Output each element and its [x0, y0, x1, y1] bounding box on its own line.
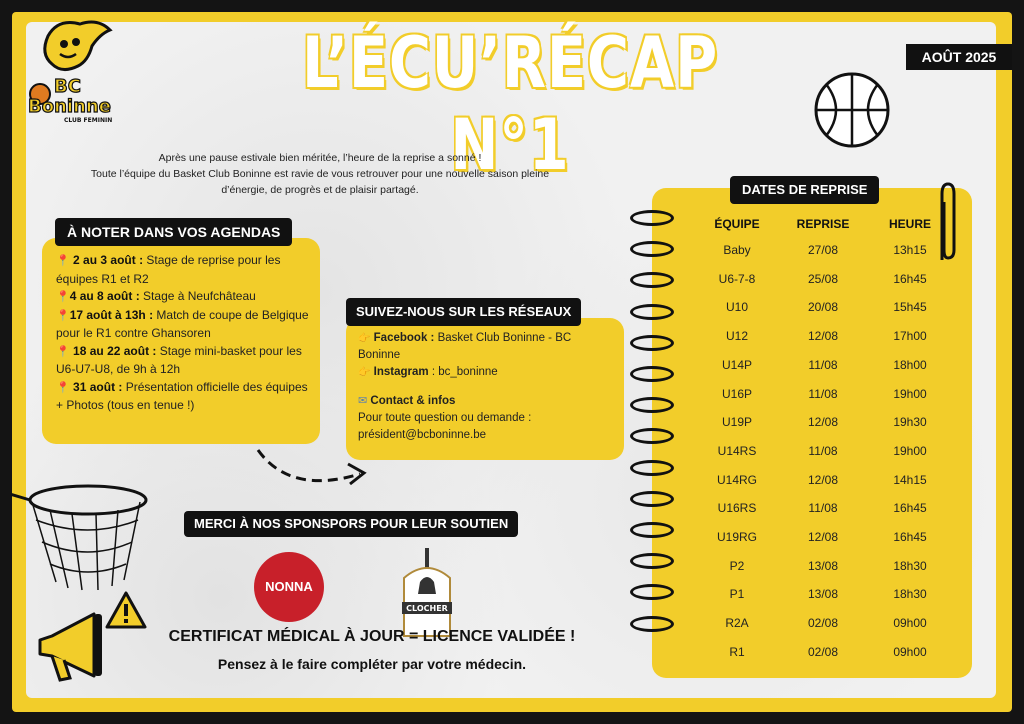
schedule-cell-date: 11/08: [808, 386, 838, 401]
schedule-header-time: HEURE: [888, 217, 931, 231]
spiral-ring: [630, 460, 674, 476]
schedule-cell-time: 15h45: [893, 300, 927, 315]
date-badge: AOÛT 2025: [906, 44, 1012, 70]
agenda-date: 2 au 3 août :: [73, 253, 144, 267]
schedule-cell-team: U16RS: [717, 501, 757, 516]
schedule-cell-date: 12/08: [807, 530, 839, 544]
intro-line: d’énergie, de progrès et de plaisir partagé.: [221, 184, 419, 196]
agenda-date: 18 au 22 août :: [73, 343, 157, 358]
agenda-text: Stage à Neufchâteau: [139, 289, 256, 303]
agenda-text: Stage mini-basket pour les U6-U7-U8, de 9h à 12h: [56, 343, 302, 376]
schedule-cell-time: 09h00: [893, 616, 927, 631]
schedule-cell-team: U10: [725, 300, 748, 315]
schedule-cell-time: 14h15: [893, 472, 927, 487]
schedule-cell-date: 11/08: [808, 443, 838, 458]
envelope-icon: ✉: [358, 395, 368, 407]
certificate-line-2: Pensez à le faire compléter par votre médecin.: [217, 656, 527, 672]
schedule-title: DATES DE REPRISE: [730, 176, 879, 204]
nonna-logo: NONNA: [254, 552, 324, 622]
schedule-cell-team: U14RG: [716, 472, 757, 487]
contact-text: Pour toute question ou demande :: [358, 412, 532, 424]
schedule-cell-date: 12/08: [807, 415, 839, 430]
agenda-date: 4 au 8 août :: [69, 289, 140, 303]
facebook-line: [358, 330, 614, 364]
schedule-header-date: REPRISE: [796, 217, 850, 231]
facebook-label: Facebook :: [373, 332, 435, 344]
schedule-cell-time: 16h45: [893, 271, 927, 286]
pointing-hand-icon: 👉: [358, 367, 371, 378]
pointing-hand-icon: 👉: [358, 333, 371, 344]
schedule-cell-date: 27/08: [807, 243, 839, 257]
club-logo: [18, 16, 118, 126]
schedule-cell-team: U12: [725, 329, 748, 344]
agenda-title: À NOTER DANS VOS AGENDAS: [55, 218, 292, 246]
social-box: [346, 318, 624, 460]
schedule-cell-team: U19RG: [716, 530, 757, 544]
schedule-cell-team: U6-7-8: [718, 271, 756, 286]
page-title: L’ÉCU’RÉCAP N°1: [302, 22, 718, 186]
schedule-cell-team: P2: [729, 558, 745, 573]
agenda-item: [56, 379, 310, 415]
agenda-item: [56, 343, 310, 379]
pin-icon: 📍: [56, 255, 70, 267]
schedule-cell-date: 20/08: [807, 300, 839, 315]
contact-email[interactable]: président@bcboninne.be: [358, 429, 487, 441]
logo-name-text: Boninne: [28, 96, 111, 117]
social-title: SUIVEZ-NOUS SUR LES RÉSEAUX: [346, 298, 581, 326]
pin-icon: 📍: [56, 291, 70, 303]
schedule-cell-date: 13/08: [807, 587, 839, 602]
sponsors-title: MERCI À NOS SPONSPORS POUR LEUR SOUTIEN: [184, 511, 518, 537]
basketball-hoop-icon: [10, 470, 160, 600]
schedule-cell-date: 02/08: [807, 616, 839, 631]
spiral-ring: [630, 210, 674, 226]
clocher-text: CLOCHER: [406, 604, 448, 613]
schedule-cell-team: U16P: [721, 386, 753, 401]
instagram-line: [358, 364, 614, 381]
schedule-cell-team: R1: [729, 644, 745, 659]
agenda-box: [42, 238, 320, 444]
agenda-text: Présentation officielle des équipes + Photos (tous en tenue !): [56, 379, 308, 412]
schedule-cell-time: 18h30: [893, 587, 927, 602]
schedule-header-team: ÉQUIPE: [714, 217, 760, 231]
logo-top-text: BC: [54, 76, 81, 97]
schedule-cell-team: U14RS: [717, 443, 757, 458]
pin-icon: 📍: [56, 381, 70, 394]
contact-label: Contact & infos: [370, 395, 456, 407]
schedule-cell-time: 16h45: [893, 530, 927, 544]
agenda-item: [56, 288, 310, 307]
spiral-ring: [630, 522, 674, 538]
pin-icon: 📍: [56, 345, 70, 358]
contact-line: [358, 393, 614, 410]
spiral-ring: [630, 491, 674, 507]
agenda-item: [56, 252, 310, 288]
schedule-box: [652, 188, 972, 678]
schedule-cell-time: 16h45: [893, 501, 927, 516]
spiral-ring: [630, 304, 674, 320]
facebook-value: Basket Club Boninne - BC Boninne: [358, 332, 572, 361]
schedule-cell-time: 18h30: [893, 558, 927, 573]
agenda-date: 17 août à 13h :: [69, 307, 154, 322]
agenda-date: 31 août :: [73, 379, 123, 394]
spiral-ring: [630, 335, 674, 351]
basketball-icon: [812, 70, 892, 150]
schedule-cell-date: 02/08: [807, 644, 839, 659]
schedule-cell-date: 12/08: [807, 329, 839, 344]
agenda-item: [56, 307, 310, 343]
schedule-cell-team: R2A: [725, 616, 749, 631]
schedule-cell-date: 11/08: [808, 357, 838, 372]
schedule-cell-date: 13/08: [807, 558, 839, 573]
schedule-cell-time: 18h00: [893, 357, 927, 372]
intro-line: Toute l’équipe du Basket Club Boninne est ravie de vous retrouver pour une nouvelle saison pleine: [90, 168, 550, 180]
schedule-cell-team: U19P: [721, 415, 753, 430]
schedule-cell-time: 17h00: [893, 329, 927, 344]
spiral-ring: [630, 366, 674, 382]
schedule-cell-time: 19h30: [893, 415, 927, 430]
megaphone-icon: [32, 606, 112, 686]
agenda-text: Match de coupe de Belgique pour le R1 contre Ghansoren: [56, 307, 309, 340]
pin-icon: 📍: [56, 309, 70, 322]
schedule-cell-date: 25/08: [807, 271, 839, 286]
agenda-text: Stage de reprise pour les équipes R1 et R2: [56, 253, 281, 286]
schedule-cell-time: 13h15: [893, 243, 927, 257]
intro-line: Après une pause estivale bien méritée, l’heure de la reprise a sonné !: [158, 152, 482, 164]
schedule-cell-team: U14P: [721, 357, 753, 372]
certificate-line-1: CERTIFICAT MÉDICAL À JOUR = LICENCE VALIDÉE !: [168, 628, 576, 645]
schedule-cell-team: Baby: [723, 243, 751, 257]
logo-sub-text: CLUB FEMININ: [64, 117, 113, 124]
schedule-cell-time: 09h00: [893, 644, 927, 659]
schedule-cell-time: 19h00: [893, 386, 927, 401]
intro-text: [40, 150, 600, 198]
schedule-cell-team: P1: [729, 587, 745, 602]
instagram-label: Instagram: [373, 366, 429, 378]
instagram-value: : bc_boninne: [428, 366, 498, 378]
schedule-cell-date: 11/08: [808, 501, 838, 516]
spiral-ring: [630, 616, 674, 632]
curved-arrow-icon: [250, 440, 380, 500]
schedule-cell-date: 12/08: [807, 472, 839, 487]
schedule-cell-time: 19h00: [893, 443, 927, 458]
